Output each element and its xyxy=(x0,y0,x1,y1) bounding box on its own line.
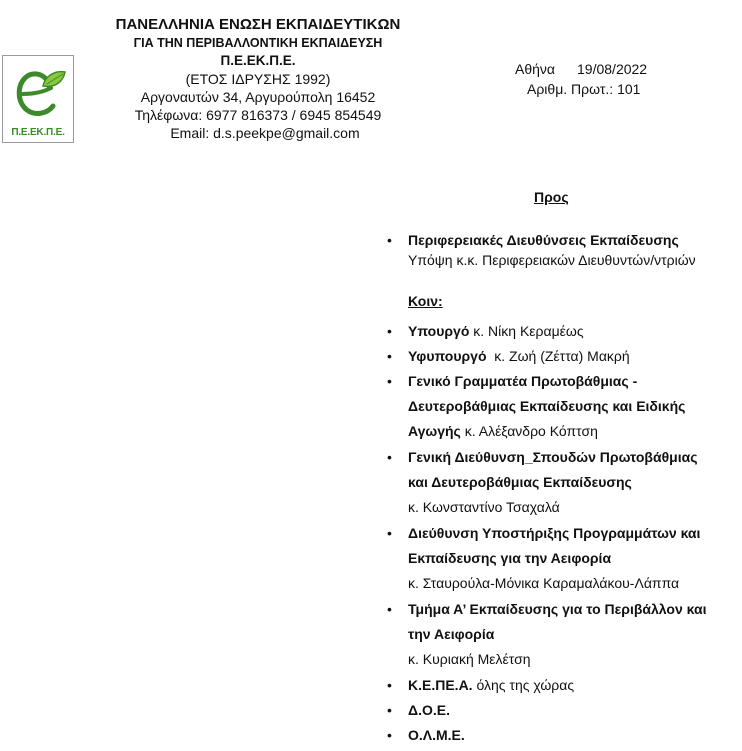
org-founded: (ΕΤΟΣ ΙΔΡΥΣΗΣ 1992) xyxy=(185,71,331,87)
cc-title-line2: Δευτεροβάθμιας Εκπαίδευσης και Ειδικής xyxy=(408,398,686,414)
org-acronym: Π.Ε.ΕΚ.Π.Ε. xyxy=(220,53,296,68)
list-item xyxy=(387,369,739,444)
bullet-icon: • xyxy=(387,525,392,541)
list-item xyxy=(387,344,739,369)
meta-city: Αθήνα xyxy=(515,61,556,77)
organization-header xyxy=(98,16,418,142)
to-list xyxy=(387,230,739,270)
meta-protocol-label: Αριθμ. Πρωτ.: xyxy=(527,81,614,97)
cc-title-line1: Γενικό Γραμματέα Πρωτοβάθμιας - xyxy=(408,373,638,389)
bullet-icon: • xyxy=(387,601,392,617)
org-phones: Τηλέφωνα: 6977 816373 / 6945 854549 xyxy=(134,107,382,123)
list-item xyxy=(387,445,739,520)
recipient-name: Περιφερειακές Διευθύνσεις Εκπαίδευσης xyxy=(408,232,679,248)
meta-protocol-number: 101 xyxy=(617,81,641,97)
list-item xyxy=(387,673,739,698)
bullet-icon: • xyxy=(387,677,392,693)
cc-title: Δ.Ο.Ε. xyxy=(408,702,450,718)
org-subtitle: ΓΙΑ ΤΗΝ ΠΕΡΙΒΑΛΛΟΝΤΙΚΗ ΕΚΠΑΙΔΕΥΣΗ xyxy=(133,36,383,50)
cc-title-line2: την Αειφορία xyxy=(408,626,495,642)
cc-title: Υπουργό xyxy=(408,323,470,339)
logo-text: Π.Ε.ΕΚ.Π.Ε. xyxy=(11,127,65,138)
bullet-icon: • xyxy=(387,232,392,248)
cc-heading: Κοιν: xyxy=(408,293,443,309)
cc-person: όλης της χώρας xyxy=(472,677,575,693)
bullet-icon: • xyxy=(387,449,392,465)
list-item xyxy=(387,319,739,344)
cc-list xyxy=(387,319,739,748)
cc-title-line1: Διεύθυνση Υποστήριξης Προγραμμάτων και xyxy=(408,525,701,541)
bullet-icon: • xyxy=(387,727,392,743)
list-item xyxy=(387,698,739,723)
meta-date: 19/08/2022 xyxy=(577,61,648,77)
cc-person: κ. Ζωή (Ζέττα) Μακρή xyxy=(486,348,630,364)
cc-person: κ. Σταυρούλα-Μόνικα Καραμαλάκου-Λάππα xyxy=(408,575,680,591)
bullet-icon: • xyxy=(387,323,392,339)
org-address: Αργοναυτών 34, Αργυρούπολη 16452 xyxy=(140,89,376,105)
document-meta xyxy=(500,59,700,99)
bullet-icon: • xyxy=(387,702,392,718)
to-heading: Προς xyxy=(534,189,569,205)
cc-title-line2: και Δευτεροβάθμιας Εκπαίδευσης xyxy=(408,474,632,490)
list-item xyxy=(387,723,739,748)
organization-logo xyxy=(2,55,74,143)
cc-title: Υφυπουργό xyxy=(408,348,487,364)
cc-person: κ. Κυριακή Μελέτση xyxy=(408,651,531,667)
cc-title-line2: Εκπαίδευσης για την Αειφορία xyxy=(408,550,612,566)
cc-person: κ. Νίκη Κεραμέως xyxy=(469,323,584,339)
recipient-attention: Υπόψη κ.κ. Περιφερειακών Διευθυντών/ντριών xyxy=(408,252,696,268)
org-email: Email: d.s.peekpe@gmail.com xyxy=(170,125,360,141)
cc-person: κ. Αλέξανδρο Κόπτση xyxy=(460,423,598,439)
list-item xyxy=(387,597,739,672)
cc-title-line3: Αγωγής xyxy=(408,423,461,439)
cc-title-line1: Τμήμα Α’ Εκπαίδευσης για το Περιβάλλον και xyxy=(408,601,707,617)
cc-person: κ. Κωνσταντίνο Τσαχαλά xyxy=(408,499,560,515)
leaf-e-logo-icon xyxy=(3,56,75,128)
cc-title-line1: Γενική Διεύθυνση_Σπουδών Πρωτοβάθμιας xyxy=(408,449,698,465)
cc-title: Ο.Λ.Μ.Ε. xyxy=(408,727,465,743)
list-item xyxy=(387,521,739,596)
org-name: ΠΑΝΕΛΛΗΝΙΑ ΕΝΩΣΗ ΕΚΠΑΙΔΕΥΤΙΚΩΝ xyxy=(115,16,401,33)
cc-title: Κ.Ε.ΠΕ.Α. xyxy=(408,677,473,693)
list-item xyxy=(387,230,739,270)
bullet-icon: • xyxy=(387,348,392,364)
bullet-icon: • xyxy=(387,373,392,389)
